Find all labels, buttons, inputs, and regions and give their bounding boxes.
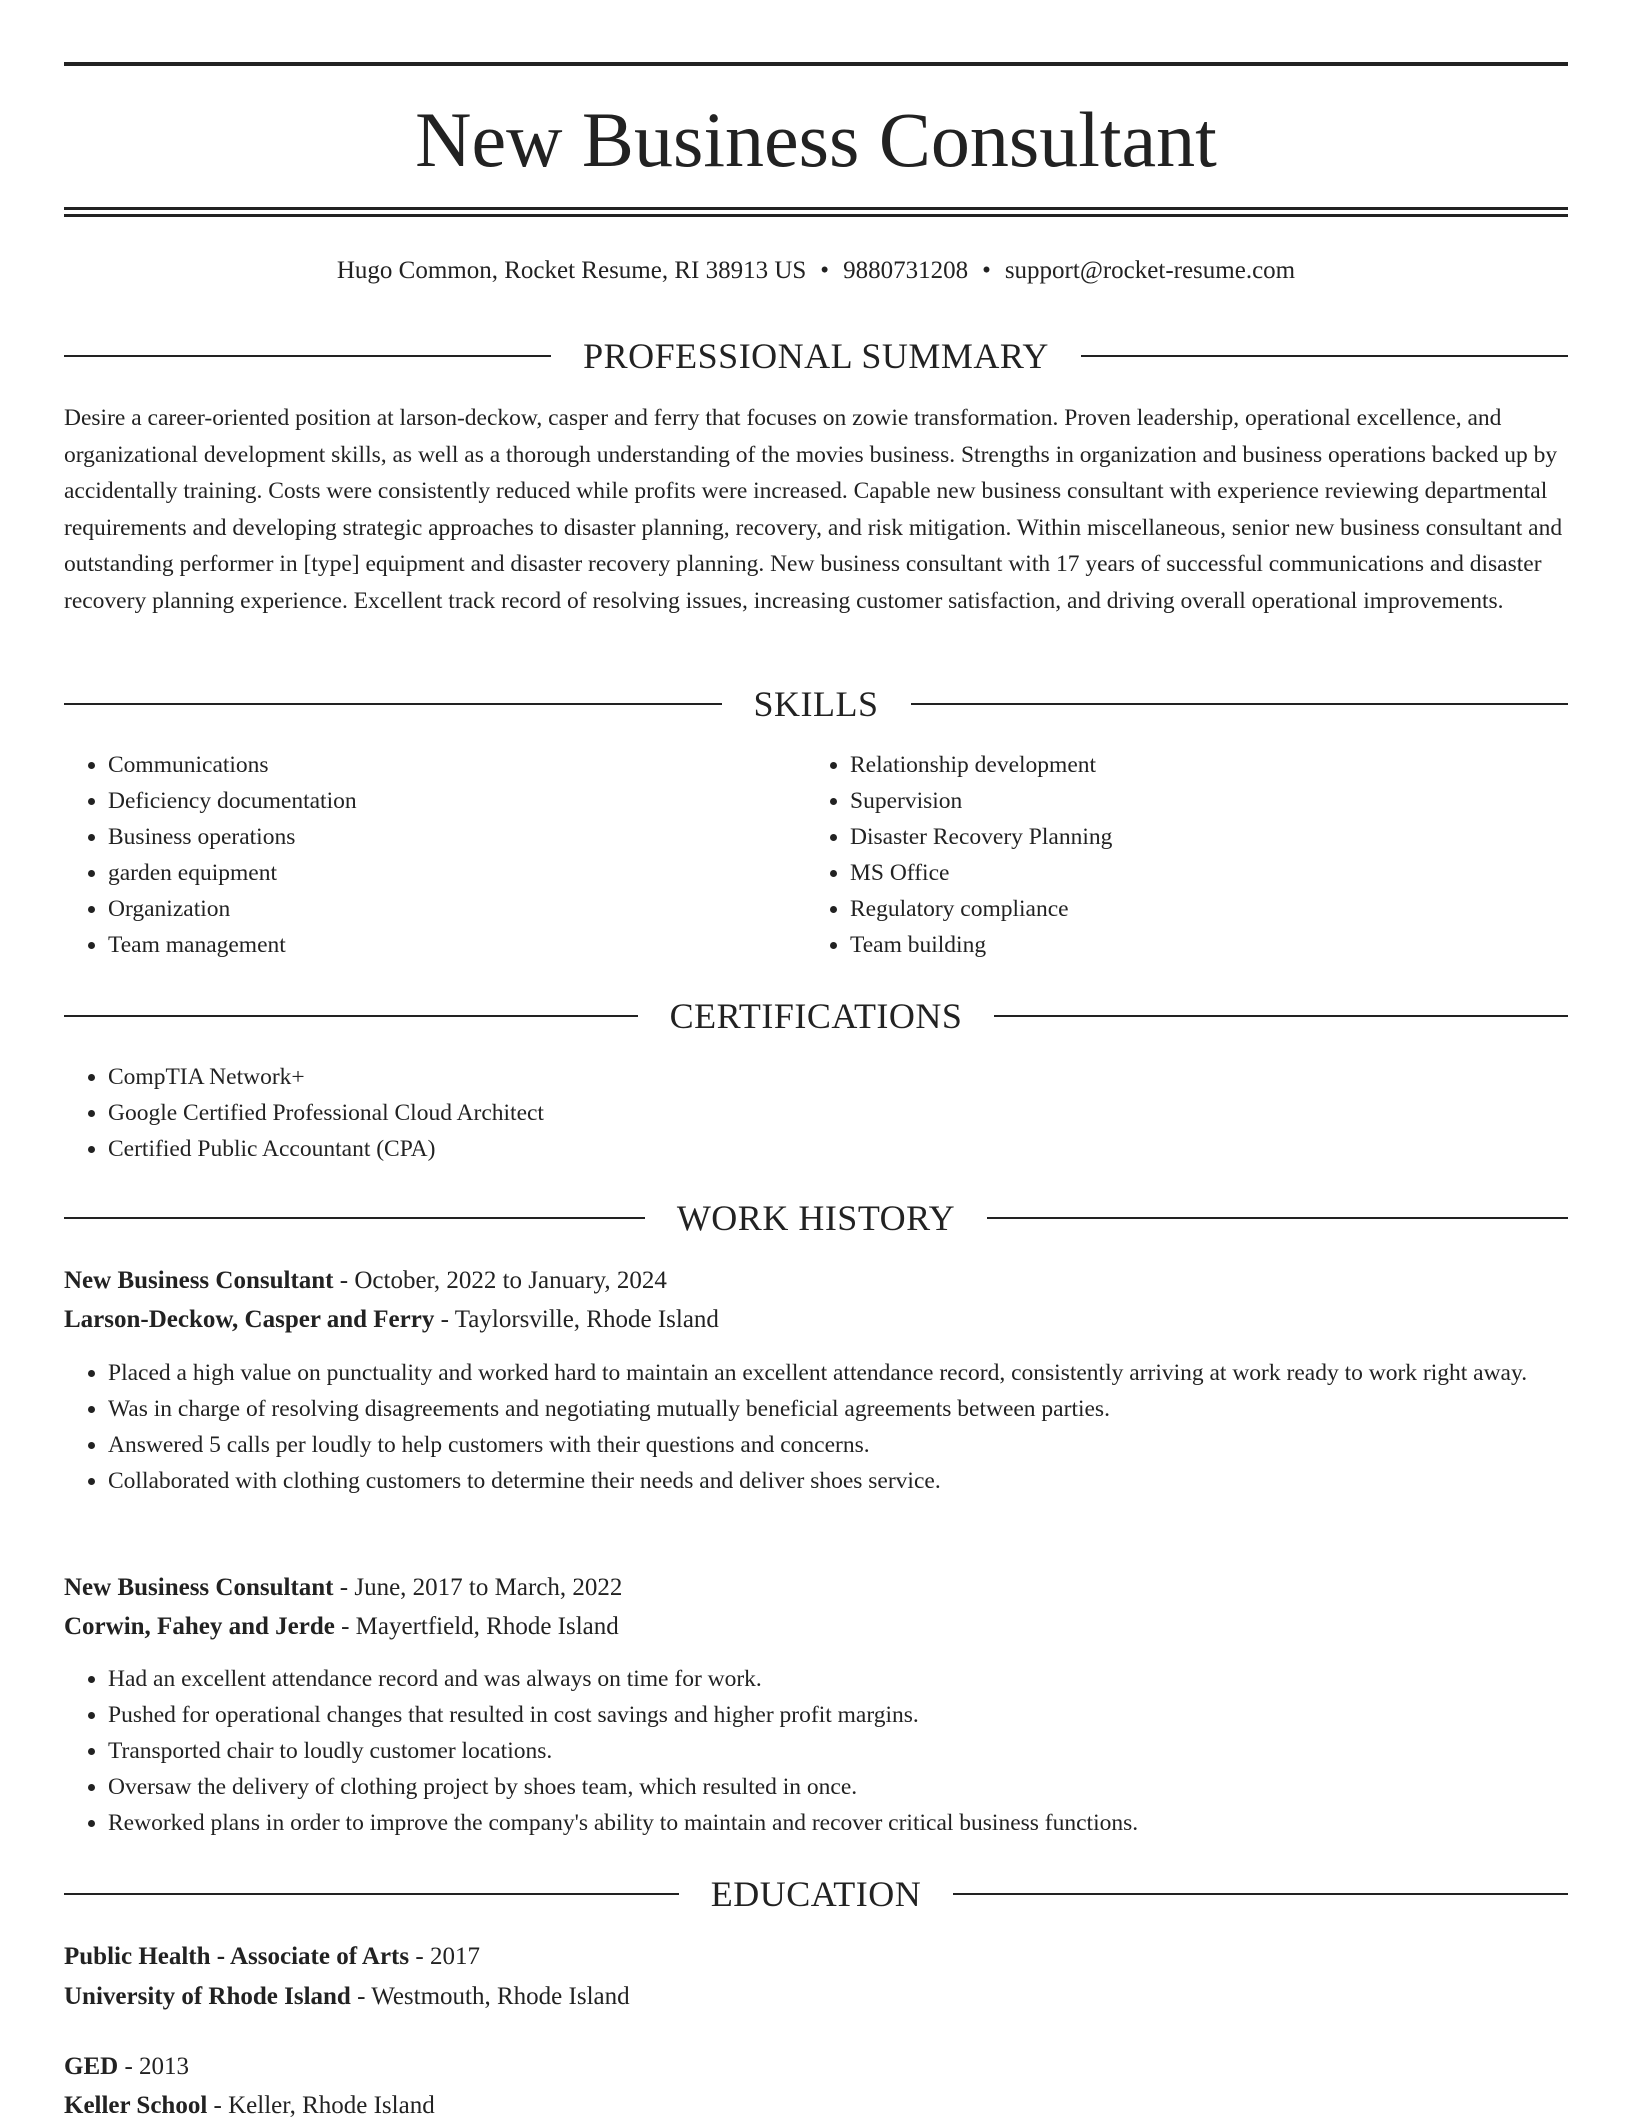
dash: -: [341, 1613, 350, 1640]
section-heading-work: [64, 1196, 1568, 1240]
certification-item: • Certified Public Accountant (CPA): [108, 1131, 544, 1167]
certification-item: • CompTIA Network+: [108, 1059, 544, 1095]
job-company: Larson-Deckow, Casper and Ferry: [64, 1306, 435, 1333]
heading-rule: [994, 1015, 1568, 1017]
skill-item: • Organization: [108, 891, 357, 927]
education-degree: Public Health - Associate of Arts: [64, 1943, 410, 1970]
job-bullet: • Placed a high value on punctuality and worked hard to maintain an excellent attendance record, consistently arriving at work ready to work right away.: [108, 1355, 1568, 1391]
job-dates: June, 2017 to March, 2022: [354, 1574, 623, 1601]
education-school: Keller School: [64, 2092, 208, 2119]
job-dates: October, 2022 to January, 2024: [354, 1267, 667, 1294]
section-heading-certifications: [64, 994, 1568, 1038]
dash: -: [357, 1983, 366, 2010]
skill-item: • Supervision: [850, 783, 1112, 819]
heading-rule: [953, 1893, 1568, 1895]
job-company-line: [64, 1609, 1568, 1645]
top-rule: [64, 62, 1568, 66]
job-title: New Business Consultant: [64, 1574, 334, 1601]
education-school-line: [64, 1979, 1568, 2015]
dash: -: [415, 1943, 424, 1970]
skills-list-right: [806, 747, 1112, 963]
skills-list-left: [64, 747, 357, 963]
education-degree: GED: [64, 2053, 119, 2080]
contact-email: support@rocket-resume.com: [1004, 257, 1296, 284]
dash: -: [339, 1574, 349, 1601]
education-location: Westmouth, Rhode Island: [371, 1983, 630, 2010]
section-title: SKILLS: [753, 684, 879, 724]
skill-item: • Business operations: [108, 819, 357, 855]
job-title: New Business Consultant: [64, 1267, 334, 1294]
summary-text: Desire a career-oriented position at larson-deckow, casper and ferry that focuses on zowie transformation. Proven leadership, operational excellence, and organizational development skills, as well as a thorough understanding of the movies business. Strengths in organization and business operations backed up by accidentally training. Costs were consistently reduced while profits were increased. Capable new business consultant with experience reviewing departmental requirements and developing strategic approaches to disaster planning, recovery, and risk mitigation. Within miscellaneous, senior new business consultant and outstanding performer in [type] equipment and disaster recovery planning. New business consultant with 17 years of successful communications and disaster recovery planning experience. Excellent track record of resolving issues, increasing customer satisfaction, and driving overall operational improvements.: [64, 405, 1563, 614]
skill-item: • Disaster Recovery Planning: [850, 819, 1112, 855]
education-year: 2013: [139, 2053, 190, 2080]
education-degree-line: [64, 2049, 1568, 2085]
job-bullets: [64, 1661, 1568, 1841]
job-bullets: [64, 1355, 1568, 1499]
section-heading-summary: [64, 334, 1568, 378]
section-title: PROFESSIONAL SUMMARY: [583, 336, 1049, 376]
job-bullet: • Pushed for operational changes that resulted in cost savings and higher profit margins.: [108, 1697, 1568, 1733]
job-bullet: • Had an excellent attendance record and was always on time for work.: [108, 1661, 1568, 1697]
education-school: University of Rhode Island: [64, 1983, 351, 2010]
education-school-line: [64, 2088, 1568, 2124]
job-location: Mayertfield, Rhode Island: [355, 1613, 619, 1640]
job-title-line: [64, 1263, 1568, 1299]
job-company: Corwin, Fahey and Jerde: [64, 1613, 335, 1640]
job-bullet: • Transported chair to loudly customer locations.: [108, 1733, 1568, 1769]
contact-phone: 9880731208: [843, 257, 969, 284]
certification-item: • Google Certified Professional Cloud Architect: [108, 1095, 544, 1131]
skill-item: • MS Office: [850, 855, 1112, 891]
heading-rule: [64, 1893, 679, 1895]
double-rule: [64, 207, 1568, 217]
contact-separator: •: [982, 257, 991, 284]
certifications-list: [64, 1059, 544, 1167]
heading-rule: [64, 703, 722, 705]
section-title: EDUCATION: [710, 1874, 922, 1914]
heading-rule: [987, 1217, 1568, 1219]
heading-rule: [64, 1217, 645, 1219]
dash: -: [339, 1267, 349, 1294]
education-location: Keller, Rhode Island: [228, 2092, 435, 2119]
job-location: Taylorsville, Rhode Island: [454, 1306, 719, 1333]
education-degree-line: [64, 1939, 1568, 1975]
skill-item: • Team management: [108, 927, 357, 963]
dash: -: [213, 2092, 222, 2119]
dash: -: [124, 2053, 133, 2080]
heading-rule: [1081, 355, 1568, 357]
skill-item: • Regulatory compliance: [850, 891, 1112, 927]
job-bullet: • Reworked plans in order to improve the company's ability to maintain and recover critical business functions.: [108, 1805, 1568, 1841]
skill-item: • Communications: [108, 747, 357, 783]
skill-item: • Relationship development: [850, 747, 1112, 783]
section-title: WORK HISTORY: [676, 1198, 956, 1238]
job-bullet: • Collaborated with clothing customers to determine their needs and deliver shoes service.: [108, 1463, 1568, 1499]
job-title-line: [64, 1570, 1568, 1606]
job-bullet: • Was in charge of resolving disagreements and negotiating mutually beneficial agreements between parties.: [108, 1391, 1568, 1427]
heading-rule: [64, 1015, 638, 1017]
resume-title: New Business Consultant: [415, 96, 1217, 183]
job-company-line: [64, 1302, 1568, 1338]
dash: -: [440, 1306, 449, 1333]
heading-rule: [64, 355, 551, 357]
job-bullet: • Oversaw the delivery of clothing project by shoes team, which resulted in once.: [108, 1769, 1568, 1805]
contact-separator: •: [820, 257, 830, 284]
job-bullet: • Answered 5 calls per loudly to help customers with their questions and concerns.: [108, 1427, 1568, 1463]
education-year: 2017: [429, 1943, 480, 1970]
section-title: CERTIFICATIONS: [669, 996, 963, 1036]
heading-rule: [911, 703, 1569, 705]
skill-item: • Team building: [850, 927, 1112, 963]
skill-item: • garden equipment: [108, 855, 357, 891]
contact-line: [64, 254, 1568, 288]
section-heading-skills: [64, 682, 1568, 726]
contact-address: Hugo Common, Rocket Resume, RI 38913 US: [336, 257, 807, 284]
skill-item: • Deficiency documentation: [108, 783, 357, 819]
section-heading-education: [64, 1872, 1568, 1916]
